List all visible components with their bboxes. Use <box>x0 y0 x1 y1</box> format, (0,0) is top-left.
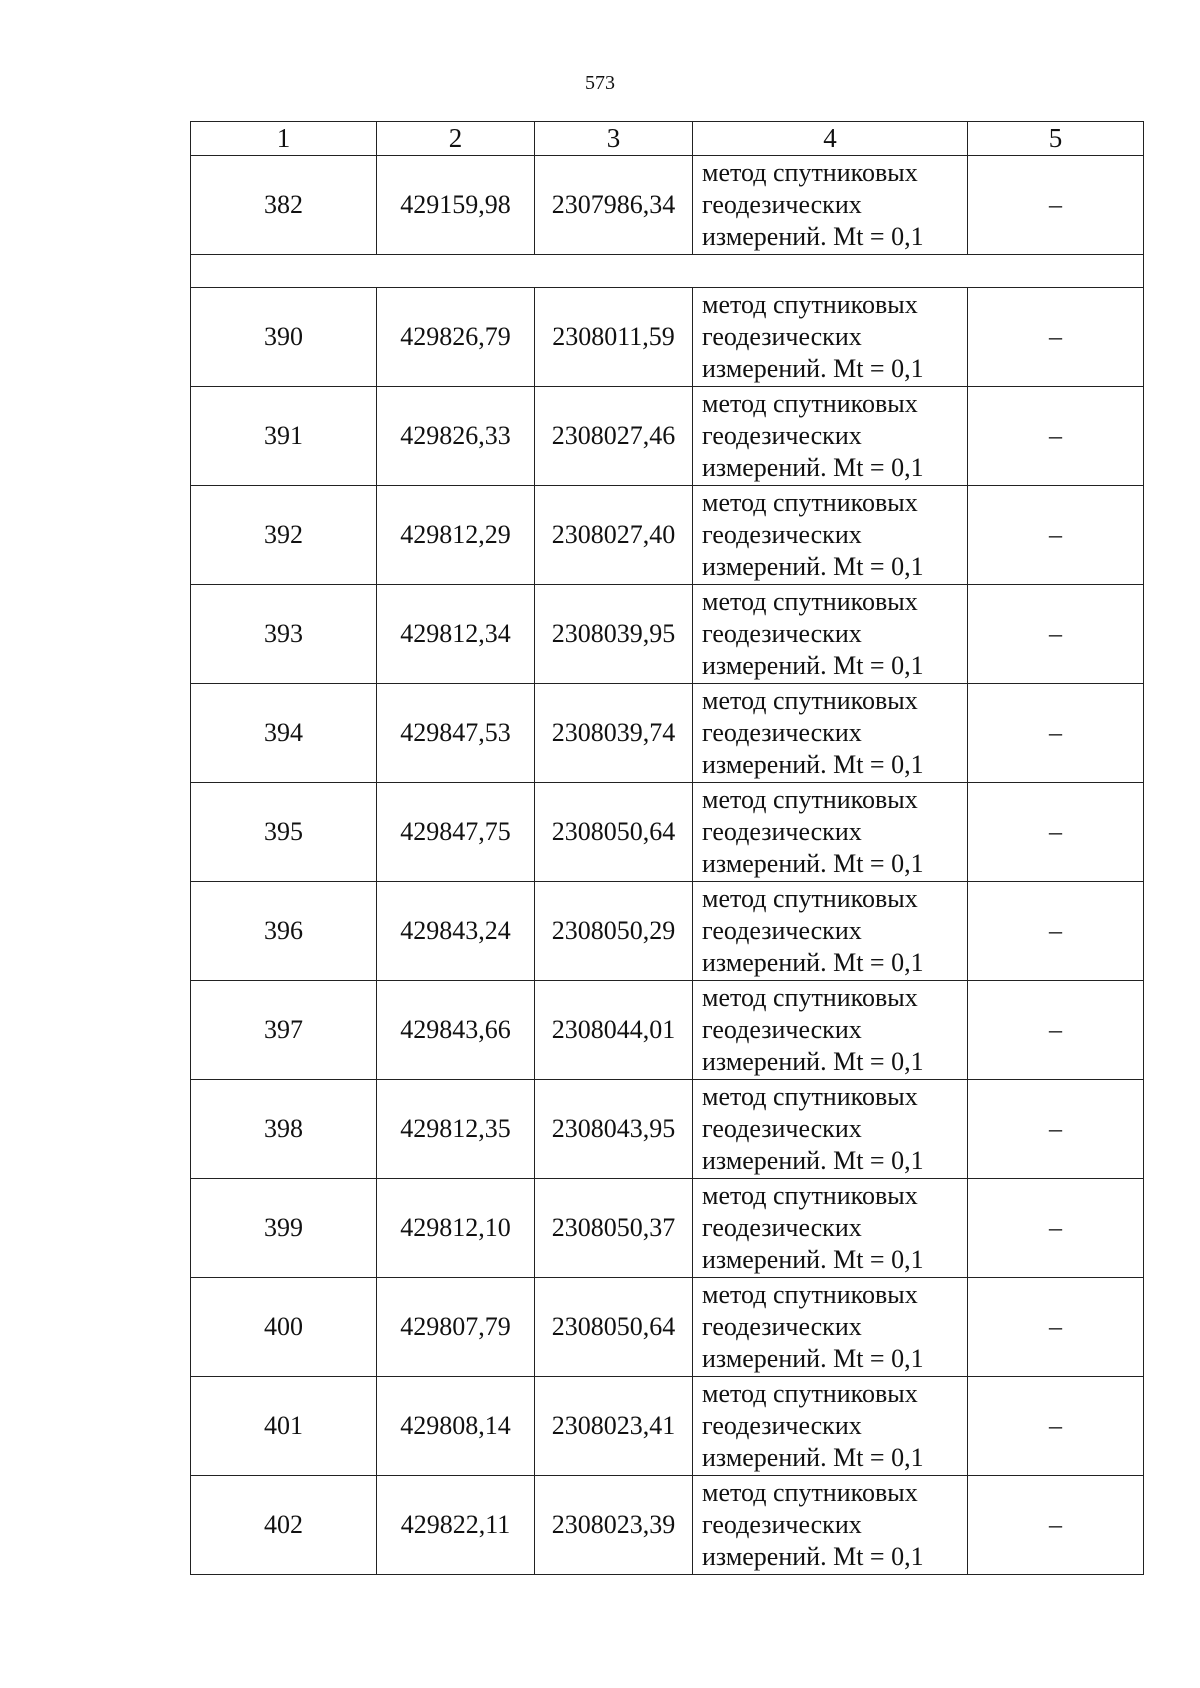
table-row <box>191 981 1144 1080</box>
method-line: метод спутниковых <box>702 686 918 715</box>
method-line: метод спутниковых <box>702 1082 918 1111</box>
table-row <box>191 684 1144 783</box>
method-line: измерений. Mt = 0,1 <box>702 1443 924 1472</box>
method-cell <box>693 1377 968 1476</box>
x-coordinate-cell: 429808,14 <box>377 1377 535 1476</box>
y-coordinate-cell: 2308039,74 <box>535 684 693 783</box>
y-coordinate-cell: 2308023,41 <box>535 1377 693 1476</box>
x-coordinate-cell: 429843,24 <box>377 882 535 981</box>
note-cell: – <box>968 1080 1144 1179</box>
method-line: измерений. Mt = 0,1 <box>702 849 924 878</box>
method-cell <box>693 684 968 783</box>
method-line: метод спутниковых <box>702 1478 918 1507</box>
method-line: геодезических <box>702 817 862 846</box>
method-line: геодезических <box>702 1213 862 1242</box>
note-cell: – <box>968 1476 1144 1575</box>
method-line: метод спутниковых <box>702 587 918 616</box>
point-number-cell: 394 <box>191 684 377 783</box>
method-line: геодезических <box>702 718 862 747</box>
x-coordinate-cell: 429812,34 <box>377 585 535 684</box>
table-row <box>191 882 1144 981</box>
method-cell <box>693 1278 968 1377</box>
method-line: геодезических <box>702 1411 862 1440</box>
point-number-cell: 391 <box>191 387 377 486</box>
point-number-cell: 401 <box>191 1377 377 1476</box>
note-cell: – <box>968 684 1144 783</box>
y-coordinate-cell: 2308043,95 <box>535 1080 693 1179</box>
point-number-cell: 402 <box>191 1476 377 1575</box>
method-line: метод спутниковых <box>702 1379 918 1408</box>
point-number-cell: 390 <box>191 288 377 387</box>
point-number-cell: 395 <box>191 783 377 882</box>
method-line: измерений. Mt = 0,1 <box>702 651 924 680</box>
table-row <box>191 1377 1144 1476</box>
method-line: метод спутниковых <box>702 983 918 1012</box>
y-coordinate-cell: 2308023,39 <box>535 1476 693 1575</box>
method-cell <box>693 585 968 684</box>
method-line: метод спутниковых <box>702 389 918 418</box>
method-line: геодезических <box>702 1015 862 1044</box>
x-coordinate-cell: 429847,75 <box>377 783 535 882</box>
y-coordinate-cell: 2308050,37 <box>535 1179 693 1278</box>
table-row <box>191 783 1144 882</box>
coordinates-table <box>190 121 1144 1575</box>
page-number: 573 <box>585 72 615 94</box>
method-cell <box>693 1476 968 1575</box>
method-line: измерений. Mt = 0,1 <box>702 750 924 779</box>
table-header-row <box>191 122 1144 156</box>
column-header-5: 5 <box>968 122 1144 156</box>
method-line: измерений. Mt = 0,1 <box>702 453 924 482</box>
note-cell: – <box>968 882 1144 981</box>
y-coordinate-cell: 2308050,64 <box>535 1278 693 1377</box>
point-number-cell: 382 <box>191 156 377 255</box>
x-coordinate-cell: 429812,35 <box>377 1080 535 1179</box>
note-cell: – <box>968 486 1144 585</box>
method-cell <box>693 288 968 387</box>
method-line: метод спутниковых <box>702 1280 918 1309</box>
method-line: геодезических <box>702 421 862 450</box>
note-cell: – <box>968 387 1144 486</box>
table-row <box>191 486 1144 585</box>
x-coordinate-cell: 429159,98 <box>377 156 535 255</box>
table-row <box>191 387 1144 486</box>
separator-cell <box>191 255 1144 288</box>
y-coordinate-cell: 2308050,64 <box>535 783 693 882</box>
y-coordinate-cell: 2308044,01 <box>535 981 693 1080</box>
method-line: метод спутниковых <box>702 158 918 187</box>
method-cell <box>693 486 968 585</box>
method-line: метод спутниковых <box>702 1181 918 1210</box>
method-line: измерений. Mt = 0,1 <box>702 1146 924 1175</box>
method-line: измерений. Mt = 0,1 <box>702 1245 924 1274</box>
method-line: геодезических <box>702 520 862 549</box>
note-cell: – <box>968 1377 1144 1476</box>
point-number-cell: 392 <box>191 486 377 585</box>
x-coordinate-cell: 429822,11 <box>377 1476 535 1575</box>
column-header-2: 2 <box>377 122 535 156</box>
column-header-3: 3 <box>535 122 693 156</box>
note-cell: – <box>968 156 1144 255</box>
note-cell: – <box>968 585 1144 684</box>
column-header-1: 1 <box>191 122 377 156</box>
x-coordinate-cell: 429843,66 <box>377 981 535 1080</box>
table-row <box>191 1080 1144 1179</box>
method-line: метод спутниковых <box>702 488 918 517</box>
method-line: геодезических <box>702 1114 862 1143</box>
x-coordinate-cell: 429847,53 <box>377 684 535 783</box>
method-cell <box>693 1080 968 1179</box>
point-number-cell: 397 <box>191 981 377 1080</box>
method-line: измерений. Mt = 0,1 <box>702 552 924 581</box>
table-row <box>191 288 1144 387</box>
method-line: геодезических <box>702 916 862 945</box>
separator-row <box>191 255 1144 288</box>
method-cell <box>693 783 968 882</box>
method-cell <box>693 981 968 1080</box>
table-row <box>191 156 1144 255</box>
note-cell: – <box>968 1179 1144 1278</box>
method-line: измерений. Mt = 0,1 <box>702 354 924 383</box>
method-line: геодезических <box>702 1312 862 1341</box>
method-line: геодезических <box>702 190 862 219</box>
y-coordinate-cell: 2308027,40 <box>535 486 693 585</box>
x-coordinate-cell: 429807,79 <box>377 1278 535 1377</box>
y-coordinate-cell: 2307986,34 <box>535 156 693 255</box>
column-header-4: 4 <box>693 122 968 156</box>
point-number-cell: 400 <box>191 1278 377 1377</box>
method-line: метод спутниковых <box>702 290 918 319</box>
table-row <box>191 1179 1144 1278</box>
y-coordinate-cell: 2308050,29 <box>535 882 693 981</box>
method-line: метод спутниковых <box>702 884 918 913</box>
x-coordinate-cell: 429826,79 <box>377 288 535 387</box>
method-cell <box>693 156 968 255</box>
note-cell: – <box>968 288 1144 387</box>
point-number-cell: 398 <box>191 1080 377 1179</box>
method-line: измерений. Mt = 0,1 <box>702 1542 924 1571</box>
note-cell: – <box>968 981 1144 1080</box>
y-coordinate-cell: 2308039,95 <box>535 585 693 684</box>
table-row <box>191 1476 1144 1575</box>
method-cell <box>693 387 968 486</box>
method-line: геодезических <box>702 619 862 648</box>
y-coordinate-cell: 2308027,46 <box>535 387 693 486</box>
note-cell: – <box>968 1278 1144 1377</box>
method-line: измерений. Mt = 0,1 <box>702 222 924 251</box>
table-row <box>191 585 1144 684</box>
point-number-cell: 399 <box>191 1179 377 1278</box>
method-line: измерений. Mt = 0,1 <box>702 1047 924 1076</box>
method-line: геодезических <box>702 1510 862 1539</box>
method-line: измерений. Mt = 0,1 <box>702 948 924 977</box>
x-coordinate-cell: 429812,10 <box>377 1179 535 1278</box>
method-line: геодезических <box>702 322 862 351</box>
x-coordinate-cell: 429812,29 <box>377 486 535 585</box>
point-number-cell: 393 <box>191 585 377 684</box>
method-line: метод спутниковых <box>702 785 918 814</box>
x-coordinate-cell: 429826,33 <box>377 387 535 486</box>
y-coordinate-cell: 2308011,59 <box>535 288 693 387</box>
method-line: измерений. Mt = 0,1 <box>702 1344 924 1373</box>
point-number-cell: 396 <box>191 882 377 981</box>
method-cell <box>693 1179 968 1278</box>
method-cell <box>693 882 968 981</box>
table-row <box>191 1278 1144 1377</box>
note-cell: – <box>968 783 1144 882</box>
